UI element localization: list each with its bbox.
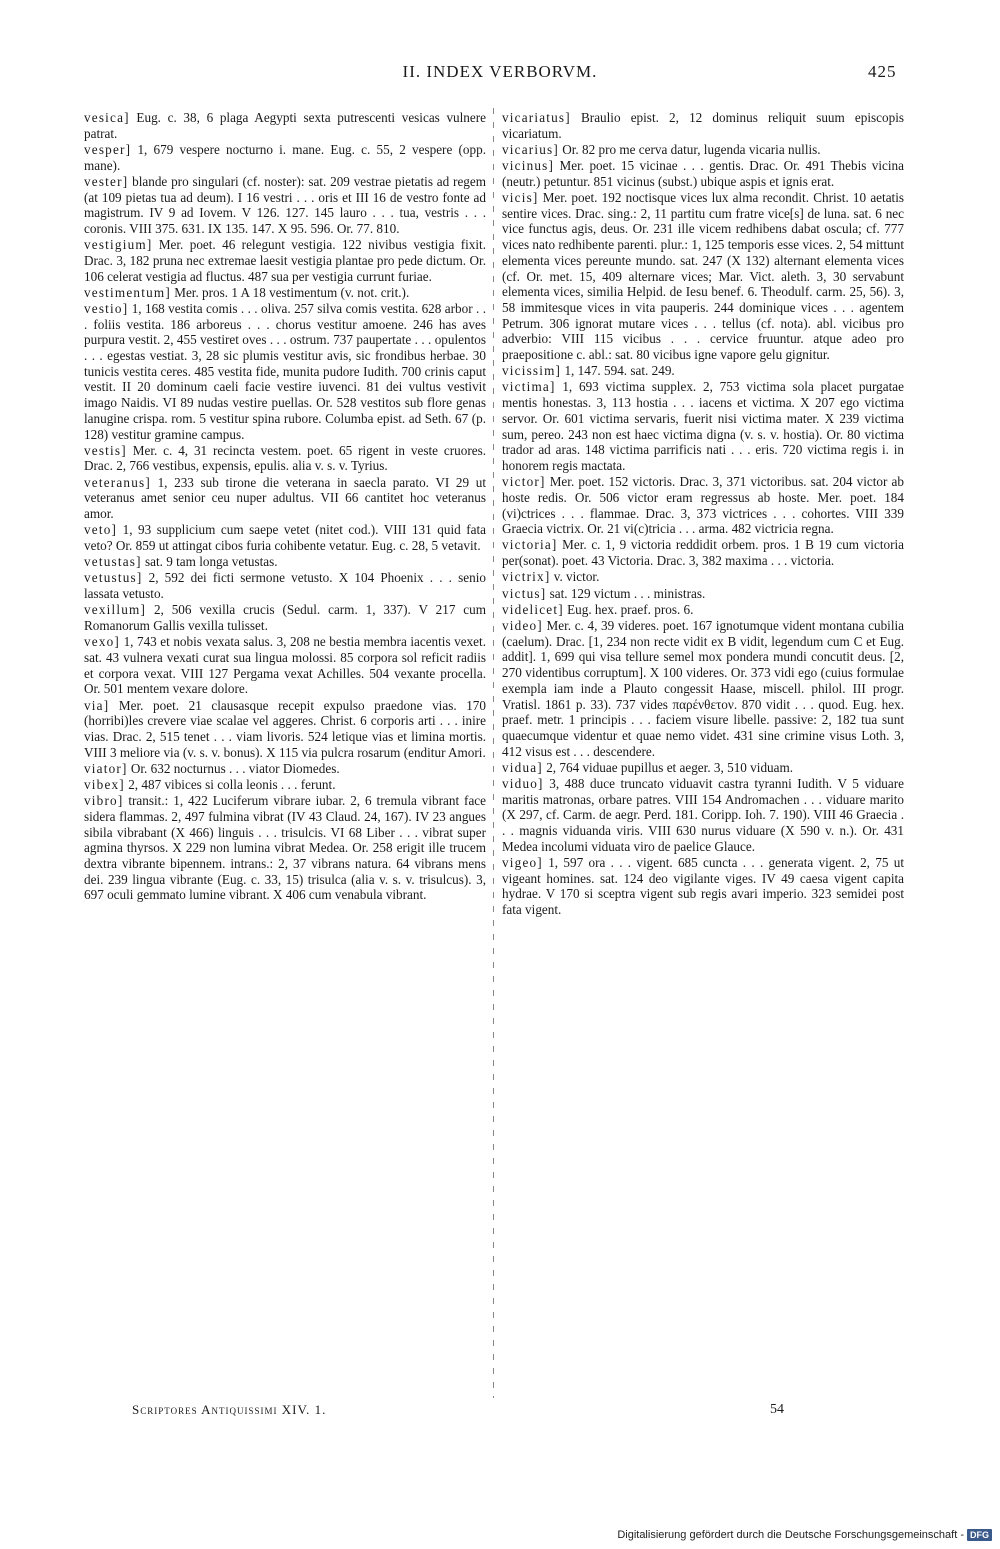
headword: vicariatus]: [502, 110, 571, 125]
entry-text: 1, 679 vespere nocturno i. mane. Eug. c. 55, 2 vespere (opp. mane).: [84, 141, 486, 173]
headword: via]: [84, 697, 110, 713]
index-entry: [84, 110, 486, 141]
headword: victrix]: [502, 569, 551, 585]
entry-text: Mer. c. 4, 39 videres. poet. 167 ignotumque vident montana cubilia (caelum). Drac. [1, 234 non recte vidit ex B vidit, legendum cum C et Eug. addit]. 1, 699 qui visa tellure semel mox pondera mundi concutit deus. [2, 270 videntibus corruptum]. X 100 videres. Or. 373 vidi ego (cuius formulae exempla iam inde a Plauto congessit Haase, miscell. philol. III progr. Vratisl. 1861 p. 33). 737 vides παρένθετον. 870 vidit . . . quod. Eug. hex. praef. metr. 1 principis . . . faciem visure libelle. passive: 2, 182 tua sunt quaecumque videntur et quae nemo videt. 431 sine crimine visus Loth. 3, 412 visus est . . . descendere.: [502, 618, 905, 759]
entry-text: 2, 764 viduae pupillus et aeger. 3, 510 viduam.: [546, 759, 794, 775]
index-entry: [84, 554, 486, 570]
headword: video]: [502, 618, 543, 633]
index-entry: [84, 443, 486, 474]
entry-text: Mer. pros. 1 A 18 vestimentum (v. not. crit.).: [174, 284, 410, 300]
headword: vetustus]: [84, 570, 143, 586]
entry-text: v. victor.: [553, 569, 600, 585]
headword: victus]: [502, 585, 547, 601]
index-entry: [84, 602, 486, 633]
left-column: [84, 110, 486, 904]
entry-text: 1, 93 supplicium cum saepe vetet (nitet cod.). VIII 131 quid fata veto? Or. 859 ut attingat cibos furia cohibente vetatur. Eug. c. 28, 5 vetavit.: [84, 522, 486, 553]
funding-text: Digitalisierung gefördert durch die Deutsche Forschungsgemeinschaft -: [617, 1529, 964, 1541]
index-entry: [502, 855, 904, 918]
headword: vibro]: [84, 793, 124, 809]
index-entry: [84, 777, 486, 793]
entry-text: transit.: 1, 422 Luciferum vibrare iubar. 2, 6 tremula vibrant face sidera flammas. 2, 497 fulmina vibrat (IV 43 Claud. 24, 167). IV 23 angues sibila vibrabant (X 466) linguis . . . trisulcis. VI 68 Liber . . . vibrat super agmina thyrsos. X 229 non lumina vibrat Medea. Or. 258 erigit ille trucem dextra vibrante bipennem. intrans.: 2, 37 vibrans natura. 64 vibrans mens dei. 239 lingua vibrante (Eug. c. 33, 15) trisulca (alia v. s. v. trisulcus). 3, 697 oculi gemmato lumine vibrant. X 406 cum venabula vibrant.: [84, 793, 487, 903]
column-divider: [493, 108, 494, 1398]
headword: victima]: [502, 379, 556, 395]
index-entry: [502, 537, 904, 568]
entry-text: 1, 743 et nobis vexata salus. 3, 208 ne bestia membra iacentis vexet. sat. 43 vulnera vexati curat sua lingua molossi. 85 corpora sol reficit radiis et corpora vexat. VIII 127 Pergama vexat Achilles. 504 vexante procella. Or. 501 mentem vexare dolore.: [84, 634, 486, 697]
entry-text: Mer. poet. 21 clausasque recepit expulso praedone vias. 170 (horribi)les crevere viae scalae vel aggeres. Christ. 6 corporis arti . . . inire vias. Drac. 2, 515 tenet . . . viam livoris. 524 letique vias et limina mortis. VIII 3 meliore via (v. s. v. bonus). X 115 via pulcra rosarum (enditur Amori.: [84, 697, 486, 760]
entry-text: 2, 592 dei ficti sermone vetusto. X 104 Phoenix . . . senio lassata vetusto.: [84, 570, 486, 602]
headword: vicarius]: [502, 141, 559, 157]
index-entry: [502, 602, 904, 618]
index-entry: [84, 301, 486, 442]
index-entry: [502, 569, 904, 585]
headword: vestis]: [84, 442, 127, 458]
index-entry: [84, 793, 486, 903]
index-entry: [84, 570, 486, 601]
index-entry: [502, 190, 904, 363]
headword: vigeo]: [502, 855, 543, 871]
entry-text: 3, 488 duce truncato viduavit castra tyranni Iudith. V 5 viduare maritis matronas, orbare patres. VIII 154 Andromachen . . . viduare marito (X 297, cf. Carm. de aegr. Perd. 181. Coripp. Ioh. 7. 190). VIII 46 Graecia . . . magnis viduanda viris. VIII 630 nurus viduare (X 590 v. n.). Or. 431 Medea incolumi viduata viro de paelice Glauce.: [502, 776, 905, 854]
headword: vesper]: [84, 141, 132, 157]
entry-text: 1, 233 sub tirone die veterana in saecla parato. VI 29 ut veteranus amet senior ceu nuper adultus. VII 66 cantitet hoc veteranus amor.: [84, 474, 487, 522]
series-title: Scriptores Antiquissimi XIV. 1.: [132, 1402, 327, 1417]
headword: vestimentum]: [84, 284, 171, 300]
index-entry: [502, 586, 904, 602]
funding-note: [617, 1529, 992, 1541]
entry-text: Eug. c. 38, 6 plaga Aegypti sexta putrescenti vesicas vulnere patrat.: [84, 110, 487, 141]
index-entry: [84, 522, 486, 553]
page-title: II. INDEX VERBORVM.: [402, 62, 598, 81]
headword: vester]: [84, 173, 129, 189]
index-entry: [84, 285, 486, 301]
entry-text: Mer. poet. 15 vicinae . . . gentis. Drac. Or. 491 Thebis vicina (neutr.) petuntur. 851 vicinus (subst.) ubique aspis et ignis erat.: [502, 158, 904, 189]
headword: vibex]: [84, 777, 125, 793]
index-entry: [502, 142, 904, 158]
entry-text: Mer. poet. 192 noctisque vices lux alma recondit. Christ. 10 aetatis sentire vices. Drac. sing.: 2, 11 partitu cum fratre vice[s] de luna. sat. 6 nec vice functus agis, deus. Or. 231 ille vicem redhibens dabat oscula; cf. 777 vices nato redhibente parenti. plur.: 1, 125 temporis esse vices. 2, 54 mittunt elementa vices pereunte mundo. sat. 247 (X 132) alternant elementa vices (cf. Or. met. 15, 409 alternare vices; Mar. Vict. aleth. 3, 30 servabunt elementa vices, similia Helpid. de Iesu benef. 6. Theodulf. carm. 25, 56). 3, 58 immitesque vices in vita pauperis. 244 dominique vices . . . agentem Petrum. 306 ignorat mutare vices . . . tellus (cf. nota). abl. vicibus pro adverbio: VIII 115 vicibus . . . cervice fruuntur. atque adeo pro praepositione c. abl.: sat. 80 vicibus igne vapore gelu gignitur.: [502, 190, 905, 363]
headword: veteranus]: [84, 474, 151, 490]
entry-text: Mer. c. 1, 9 victoria reddidit orbem. pros. 1 B 19 cum victoria per(sonat). poet. 43 Victoria. Drac. 3, 382 maxima . . . victoria.: [502, 537, 904, 569]
headword: veto]: [84, 522, 118, 538]
headword: vicinus]: [502, 158, 555, 174]
headword: vestigium]: [84, 237, 153, 253]
page-number: 425: [868, 62, 897, 81]
entry-text: Or. 82 pro me cerva datur, lugenda vicaria nullis.: [562, 141, 821, 157]
entry-text: Or. 632 nocturnus . . . viator Diomedes.: [130, 760, 340, 776]
entry-text: Mer. poet. 46 relegunt vestigia. 122 nivibus vestigia fixit. Drac. 3, 182 pruna nec extremae laesit vestigia plantae pro pede dictum. Or. 106 celerat vestigia ad fluctus. 487 sua per vestigia currunt furiae.: [84, 237, 486, 284]
running-header: [0, 62, 1000, 92]
entry-text: 2, 506 vexilla crucis (Sedul. carm. 1, 337). V 217 cum Romanorum Gallis vexilla tulisset.: [84, 602, 486, 633]
headword: vetustas]: [84, 554, 142, 570]
entry-text: Braulio epist. 2, 12 dominus reliquit suum episcopis vicariatum.: [502, 110, 904, 141]
index-entry: [502, 158, 904, 189]
right-column: [502, 110, 904, 918]
signature-mark: 54: [770, 1402, 784, 1417]
index-entry: [84, 761, 486, 777]
entry-text: 1, 693 victima supplex. 2, 753 victima sola placet purgatae mentis honestas. 3, 113 hostia . . . iacens et victima. X 207 ego victima servor. Or. 601 victima servaris, fuerit nisi victima mater. X 239 victima sum, pereo. 243 non est haec victima digna (v. s. v. hostia). Or. 80 victima trador ad aras. 148 victima parrificis nati . . . eris. 720 victima regis i. in honorem regis mactata.: [502, 379, 904, 473]
index-entry: [502, 776, 904, 855]
entry-text: sat. 9 tam longa vetustas.: [144, 554, 278, 570]
index-entry: [502, 760, 904, 776]
headword: videlicet]: [502, 601, 564, 617]
index-entry: [84, 634, 486, 697]
entry-text: 2, 487 vibices si colla leonis . . . ferunt.: [128, 777, 336, 793]
index-entry: [84, 698, 486, 761]
index-entry: [84, 174, 486, 237]
headword: vicis]: [502, 190, 539, 206]
entry-text: 1, 168 vestita comis . . . oliva. 257 silva comis vestita. 628 arbor . . . foliis vestita. 186 arboreus . . . chorus vestitur amoene. 246 has aves purpura vestit. 2, 455 vestiret oves . . . ostrum. 737 paupertate . . . opulentos . . . egestas vestiat. 3, 28 sic plumis vestitur avis, sic frondibus herbae. 30 tunicis vestita ceres. 485 vestita fide, munita pudore Iudith. 700 crinis caput vestit. II 20 dominum caeli facie vestire iuvenci. 81 dei vultus vestivit imago Naidis. VI 89 nudas vestire puellas. Or. 528 vestitos sub flore genas lanugine crispa. rom. 5 vestitur spina rubore. Columba epist. ad Seth. 67 (p. 128) vestitur gramine campus.: [84, 300, 486, 442]
headword: vexo]: [84, 634, 121, 650]
entry-text: blande pro singulari (cf. noster): sat. 209 vestrae pietatis ad regem (at 109 pietas tua ad deum). I 16 vestri . . . oris et III 16 de vestro fonte ad magistrum. IV 9 ad Iovem. V 126. 127. 145 lauro . . . tua, vestris . . . coronis. VIII 375. 631. IX 135. 147. X 95. 596. Or. 77. 810.: [84, 173, 486, 236]
headword: victoria]: [502, 537, 558, 553]
index-entry: [502, 379, 904, 473]
index-entry: [84, 237, 486, 284]
entry-text: Mer. poet. 152 victoris. Drac. 3, 371 victoribus. sat. 204 victor ab hoste redis. Or. 506 victor eram regressus ab hoste. Mer. poet. 184 (vi)ctrices . . . flammae. Drac. 3, 373 victrices . . . cohortes. VIII 339 Graecia victrix. Or. 21 vi(c)tricia . . . arma. 482 victricia regna.: [502, 474, 904, 537]
index-entry: [502, 474, 904, 537]
dfg-logo-icon: DFG: [967, 1529, 992, 1541]
headword: vestio]: [84, 300, 129, 316]
index-entry: [502, 110, 904, 141]
index-entry: [502, 363, 904, 379]
index-entry: [502, 618, 904, 759]
headword: vicissim]: [502, 363, 562, 379]
index-entry: [84, 142, 486, 173]
headword: viduo]: [502, 776, 544, 792]
headword: viator]: [84, 760, 128, 776]
headword: victor]: [502, 474, 546, 490]
headword: vexillum]: [84, 602, 147, 618]
entry-text: Mer. c. 4, 31 recincta vestem. poet. 65 rigent in veste cruores. Drac. 2, 766 vestibus, expensis, epulis. alia v. s. v. Tyrius.: [84, 442, 486, 474]
entry-text: 1, 147. 594. sat. 249.: [564, 363, 675, 379]
entry-text: Eug. hex. praef. pros. 6.: [567, 601, 694, 617]
entry-text: sat. 129 victum . . . ministras.: [549, 585, 706, 601]
headword: vidua]: [502, 759, 543, 775]
entry-text: 1, 597 ora . . . vigent. 685 cuncta . . . generata vigent. 2, 75 ut vigeant homines. sat. 124 deo vigilante viges. IV 49 caesa vigent capita hydrae. V 170 si sceptra vigent sub regis avari imperio. 323 semidei post fata vigent.: [502, 855, 905, 918]
headword: vesica]: [84, 110, 130, 125]
index-entry: [84, 475, 486, 522]
